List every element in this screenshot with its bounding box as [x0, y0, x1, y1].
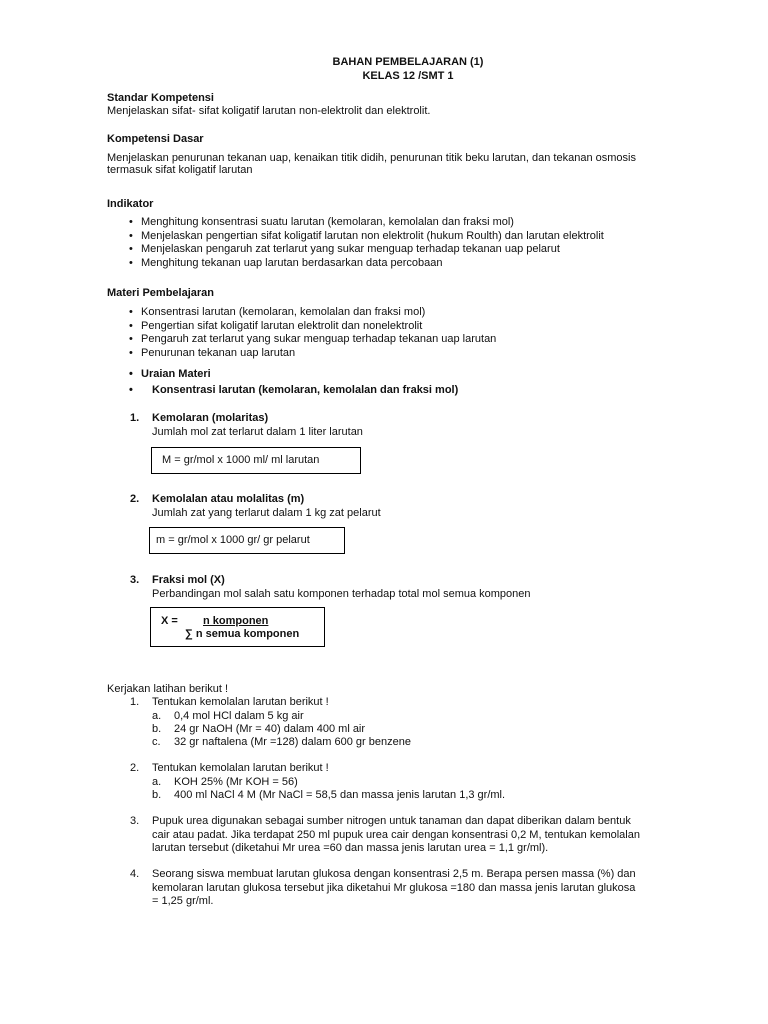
list-item: • Pengertian sifat koligatif larutan elektrolit dan nonelektrolit [129, 320, 496, 334]
bullet-icon: • [129, 368, 133, 380]
question-1-number: 1. [130, 696, 140, 708]
materi-list [129, 306, 496, 360]
section-1-desc: Jumlah mol zat terlarut dalam 1 liter larutan [152, 426, 363, 438]
question-4-number: 4. [130, 868, 140, 880]
section-1-number: 1. [130, 412, 140, 424]
formula-box-molalitas [149, 527, 345, 554]
uraian-heading: Uraian Materi [141, 368, 211, 380]
question-1b-label: b. [152, 723, 162, 735]
kompetensi-text-line-1: Menjelaskan penurunan tekanan uap, kenaikan titik didih, penurunan titik beku larutan, dan tekanan osmosis [107, 152, 636, 164]
section-1-title: Kemolaran (molaritas) [152, 412, 269, 424]
document-subtitle: KELAS 12 /SMT 1 [362, 70, 454, 82]
section-3-title: Fraksi mol (X) [152, 574, 225, 586]
list-item: • Menghitung tekanan uap larutan berdasarkan data percobaan [129, 257, 604, 271]
document-title: BAHAN PEMBELAJARAN (1) [332, 56, 484, 68]
list-item: • Menghitung konsentrasi suatu larutan (kemolaran, kemolalan dan fraksi mol) [129, 216, 604, 230]
uraian-subheading-row [129, 384, 458, 398]
section-2-title: Kemolalan atau molalitas (m) [152, 493, 305, 505]
question-2-text: Tentukan kemolalan larutan berikut ! [152, 762, 329, 774]
question-1c-text: 32 gr naftalena (Mr =128) dalam 600 gr benzene [174, 736, 411, 748]
formula-fraksi-denominator: ∑ n semua komponen [185, 628, 300, 640]
section-2-desc: Jumlah zat yang terlarut dalam 1 kg zat pelarut [152, 507, 381, 519]
latihan-intro: Kerjakan latihan berikut ! [107, 683, 229, 695]
standar-text: Menjelaskan sifat- sifat koligatif larutan non-elektrolit dan elektrolit. [107, 105, 431, 117]
bullet-icon: • [129, 384, 133, 396]
question-4-line-3: = 1,25 gr/ml. [152, 895, 214, 907]
standar-heading: Standar Kompetensi [107, 92, 214, 104]
question-3-number: 3. [130, 815, 140, 827]
list-item: • Menjelaskan pengertian sifat koligatif larutan non elektrolit (hukum Roulth) dan larutan elektrolit [129, 230, 604, 244]
question-4-line-1: Seorang siswa membuat larutan glukosa dengan konsentrasi 2,5 m. Berapa persen massa (%) dan [152, 868, 636, 880]
question-2b-label: b. [152, 789, 162, 801]
indikator-list [129, 216, 604, 270]
formula-molalitas: m = gr/mol x 1000 gr/ gr pelarut [156, 534, 310, 546]
formula-molaritas: M = gr/mol x 1000 ml/ ml larutan [162, 454, 320, 466]
uraian-subheading: Konsentrasi larutan (kemolaran, kemolalan dan fraksi mol) [152, 384, 459, 396]
question-1-text: Tentukan kemolalan larutan berikut ! [152, 696, 329, 708]
kompetensi-heading: Kompetensi Dasar [107, 133, 204, 145]
list-item: • Konsentrasi larutan (kemolaran, kemolalan dan fraksi mol) [129, 306, 496, 320]
question-3-line-1: Pupuk urea digunakan sebagai sumber nitrogen untuk tanaman dan dapat diberikan dalam bentuk [152, 815, 631, 827]
question-3-line-3: larutan tersebut (diketahui Mr urea =60 dan massa jenis larutan urea = 1,1 gr/ml). [152, 842, 549, 854]
question-4-line-2: kemolaran larutan glukosa tersebut jika diketahui Mr glukosa =180 dan massa jenis larutan glukosa [152, 882, 636, 894]
kompetensi-text-line-2: termasuk sifat koligatif larutan [107, 164, 253, 176]
question-1b-text: 24 gr NaOH (Mr = 40) dalam 400 ml air [174, 723, 366, 735]
materi-heading: Materi Pembelajaran [107, 287, 214, 299]
section-3-number: 3. [130, 574, 140, 586]
question-2-number: 2. [130, 762, 140, 774]
list-item: • Menjelaskan pengaruh zat terlarut yang sukar menguap terhadap tekanan uap pelarut [129, 243, 604, 257]
question-2a-text: KOH 25% (Mr KOH = 56) [174, 776, 298, 788]
question-1c-label: c. [152, 736, 161, 748]
question-1a-label: a. [152, 710, 162, 722]
question-3-line-2: cair atau padat. Jika terdapat 250 ml pupuk urea cair dengan konsentrasi 0,2 M, tentukan kemolalan [152, 829, 640, 841]
list-item: • Pengaruh zat terlarut yang sukar menguap terhadap tekanan uap larutan [129, 333, 496, 347]
section-2-number: 2. [130, 493, 140, 505]
formula-fraksi-lhs: X = [161, 615, 178, 627]
indikator-heading: Indikator [107, 198, 154, 210]
question-1a-text: 0,4 mol HCl dalam 5 kg air [174, 710, 304, 722]
formula-fraksi-numerator: n komponen [203, 615, 269, 627]
formula-box-molaritas [151, 447, 361, 474]
question-2b-text: 400 ml NaCl 4 M (Mr NaCl = 58,5 dan massa jenis larutan 1,3 gr/ml. [174, 789, 506, 801]
formula-box-fraksi-mol [150, 607, 325, 647]
section-3-desc: Perbandingan mol salah satu komponen terhadap total mol semua komponen [152, 588, 531, 600]
list-item: • Penurunan tekanan uap larutan [129, 347, 496, 361]
question-2a-label: a. [152, 776, 162, 788]
uraian-heading-row [129, 368, 211, 382]
